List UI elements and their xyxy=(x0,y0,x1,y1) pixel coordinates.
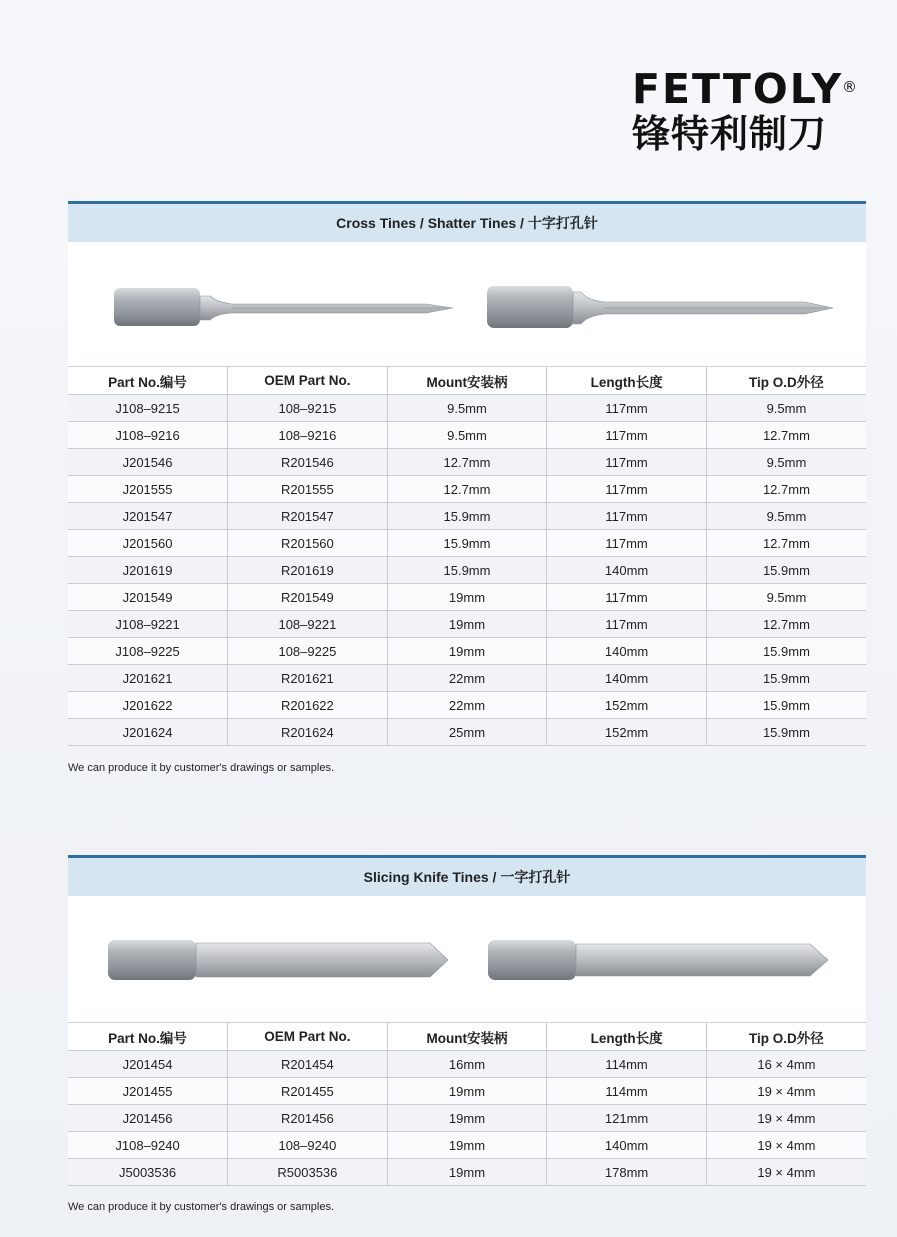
table-cell: 9.5mm xyxy=(706,503,866,530)
cross-tines-table xyxy=(68,367,866,746)
table-cell: 140mm xyxy=(547,638,707,665)
table-cell: J201549 xyxy=(68,584,228,611)
table-cell: 117mm xyxy=(547,503,707,530)
table-row xyxy=(68,422,866,449)
table-cell: 12.7mm xyxy=(706,611,866,638)
table-cell: 9.5mm xyxy=(706,395,866,422)
header-part-no: Part No.编号 xyxy=(68,367,228,395)
table-row xyxy=(68,692,866,719)
table-cell: R5003536 xyxy=(228,1159,388,1186)
table-cell: 114mm xyxy=(547,1078,707,1105)
table-cell: 15.9mm xyxy=(387,557,547,584)
cross-tine-image xyxy=(483,278,843,334)
table-cell: R201555 xyxy=(228,476,388,503)
table-cell: 152mm xyxy=(547,692,707,719)
table-cell: R201455 xyxy=(228,1078,388,1105)
table-row xyxy=(68,611,866,638)
table-cell: 19mm xyxy=(387,584,547,611)
table-cell: 15.9mm xyxy=(706,638,866,665)
table-cell: 117mm xyxy=(547,530,707,557)
table-cell: 19 × 4mm xyxy=(706,1132,866,1159)
cross-tines-section xyxy=(68,201,866,746)
cross-tine-image xyxy=(108,282,458,332)
table-cell: 12.7mm xyxy=(387,449,547,476)
table-cell: J201547 xyxy=(68,503,228,530)
header-mount: Mount安装柄 xyxy=(387,367,547,395)
table-cell: 140mm xyxy=(547,557,707,584)
table-cell: J108–9215 xyxy=(68,395,228,422)
table-cell: 19 × 4mm xyxy=(706,1159,866,1186)
table-cell: 22mm xyxy=(387,665,547,692)
table-cell: J201619 xyxy=(68,557,228,584)
brand-name-cn: 锋特利制刀 xyxy=(632,112,828,156)
table-row xyxy=(68,530,866,557)
table-row xyxy=(68,449,866,476)
table-cell: J201546 xyxy=(68,449,228,476)
table-cell: 117mm xyxy=(547,449,707,476)
table-cell: R201560 xyxy=(228,530,388,557)
product-image-area xyxy=(68,896,866,1023)
table-cell: 152mm xyxy=(547,719,707,746)
table-row xyxy=(68,584,866,611)
table-cell: 15.9mm xyxy=(387,503,547,530)
table-row xyxy=(68,1051,866,1078)
table-cell: 108–9215 xyxy=(228,395,388,422)
table-cell: 19mm xyxy=(387,638,547,665)
table-cell: 15.9mm xyxy=(706,557,866,584)
table-cell: R201456 xyxy=(228,1105,388,1132)
table-cell: 140mm xyxy=(547,665,707,692)
table-cell: 19mm xyxy=(387,1105,547,1132)
table-cell: J201622 xyxy=(68,692,228,719)
table-row xyxy=(68,557,866,584)
table-cell: 108–9240 xyxy=(228,1132,388,1159)
slicing-tines-table xyxy=(68,1023,866,1186)
table-cell: J201456 xyxy=(68,1105,228,1132)
table-cell: 19 × 4mm xyxy=(706,1078,866,1105)
table-cell: R201547 xyxy=(228,503,388,530)
table-cell: R201549 xyxy=(228,584,388,611)
table-row xyxy=(68,665,866,692)
table-cell: 19 × 4mm xyxy=(706,1105,866,1132)
table-cell: J201621 xyxy=(68,665,228,692)
brand-name: FETTOLY xyxy=(632,65,844,113)
table-cell: 9.5mm xyxy=(706,449,866,476)
table-cell: J201455 xyxy=(68,1078,228,1105)
table-cell: 15.9mm xyxy=(706,692,866,719)
table-cell: 114mm xyxy=(547,1051,707,1078)
table-cell: J5003536 xyxy=(68,1159,228,1186)
slicing-tines-section xyxy=(68,855,866,1186)
table-cell: 9.5mm xyxy=(387,395,547,422)
table-cell: 15.9mm xyxy=(706,665,866,692)
header-tip-od: Tip O.D外径 xyxy=(706,367,866,395)
table-row xyxy=(68,1159,866,1186)
header-oem-part-no: OEM Part No. xyxy=(228,367,388,395)
table-cell: 19mm xyxy=(387,1159,547,1186)
table-cell: 140mm xyxy=(547,1132,707,1159)
table-cell: 15.9mm xyxy=(706,719,866,746)
slicing-tine-image xyxy=(104,934,454,986)
table-cell: J108–9216 xyxy=(68,422,228,449)
table-cell: 12.7mm xyxy=(706,422,866,449)
table-row xyxy=(68,638,866,665)
table-row xyxy=(68,1105,866,1132)
table-row xyxy=(68,719,866,746)
table-cell: R201546 xyxy=(228,449,388,476)
table-cell: 12.7mm xyxy=(706,530,866,557)
table-row xyxy=(68,476,866,503)
table-cell: R201454 xyxy=(228,1051,388,1078)
table-cell: 16 × 4mm xyxy=(706,1051,866,1078)
table-cell: 117mm xyxy=(547,584,707,611)
table-cell: 178mm xyxy=(547,1159,707,1186)
table-cell: 117mm xyxy=(547,422,707,449)
table-cell: 9.5mm xyxy=(706,584,866,611)
table-cell: 117mm xyxy=(547,395,707,422)
table-cell: 19mm xyxy=(387,611,547,638)
slicing-tine-image xyxy=(484,934,834,986)
product-image-area xyxy=(68,242,866,367)
table-cell: 16mm xyxy=(387,1051,547,1078)
table-cell: J201560 xyxy=(68,530,228,557)
table-cell: 117mm xyxy=(547,476,707,503)
table-cell: R201622 xyxy=(228,692,388,719)
table-cell: 15.9mm xyxy=(387,530,547,557)
table-row xyxy=(68,395,866,422)
table-cell: J108–9225 xyxy=(68,638,228,665)
header-tip-od: Tip O.D外径 xyxy=(706,1023,866,1051)
table-cell: J201454 xyxy=(68,1051,228,1078)
table-cell: J201555 xyxy=(68,476,228,503)
header-part-no: Part No.编号 xyxy=(68,1023,228,1051)
table-cell: 25mm xyxy=(387,719,547,746)
header-length: Length长度 xyxy=(547,1023,707,1051)
table-row xyxy=(68,1132,866,1159)
section-title: Slicing Knife Tines / 一字打孔针 xyxy=(68,858,866,896)
table-cell: R201624 xyxy=(228,719,388,746)
customization-note: We can produce it by customer's drawings or samples. xyxy=(68,1201,335,1213)
table-cell: 108–9216 xyxy=(228,422,388,449)
table-cell: 19mm xyxy=(387,1132,547,1159)
table-cell: R201621 xyxy=(228,665,388,692)
header-length: Length长度 xyxy=(547,367,707,395)
table-cell: J108–9221 xyxy=(68,611,228,638)
table-row xyxy=(68,1078,866,1105)
section-title: Cross Tines / Shatter Tines / 十字打孔针 xyxy=(68,204,866,242)
table-cell: J201624 xyxy=(68,719,228,746)
table-cell: 117mm xyxy=(547,611,707,638)
table-cell: 121mm xyxy=(547,1105,707,1132)
table-cell: 12.7mm xyxy=(387,476,547,503)
table-cell: R201619 xyxy=(228,557,388,584)
table-cell: 19mm xyxy=(387,1078,547,1105)
table-cell: 22mm xyxy=(387,692,547,719)
table-row xyxy=(68,503,866,530)
table-cell: 108–9221 xyxy=(228,611,388,638)
registered-mark: ® xyxy=(842,78,857,96)
table-cell: J108–9240 xyxy=(68,1132,228,1159)
brand-logo xyxy=(632,66,862,156)
header-oem-part-no: OEM Part No. xyxy=(228,1023,388,1051)
customization-note: We can produce it by customer's drawings or samples. xyxy=(68,762,335,774)
table-cell: 9.5mm xyxy=(387,422,547,449)
table-cell: 108–9225 xyxy=(228,638,388,665)
header-mount: Mount安装柄 xyxy=(387,1023,547,1051)
table-cell: 12.7mm xyxy=(706,476,866,503)
